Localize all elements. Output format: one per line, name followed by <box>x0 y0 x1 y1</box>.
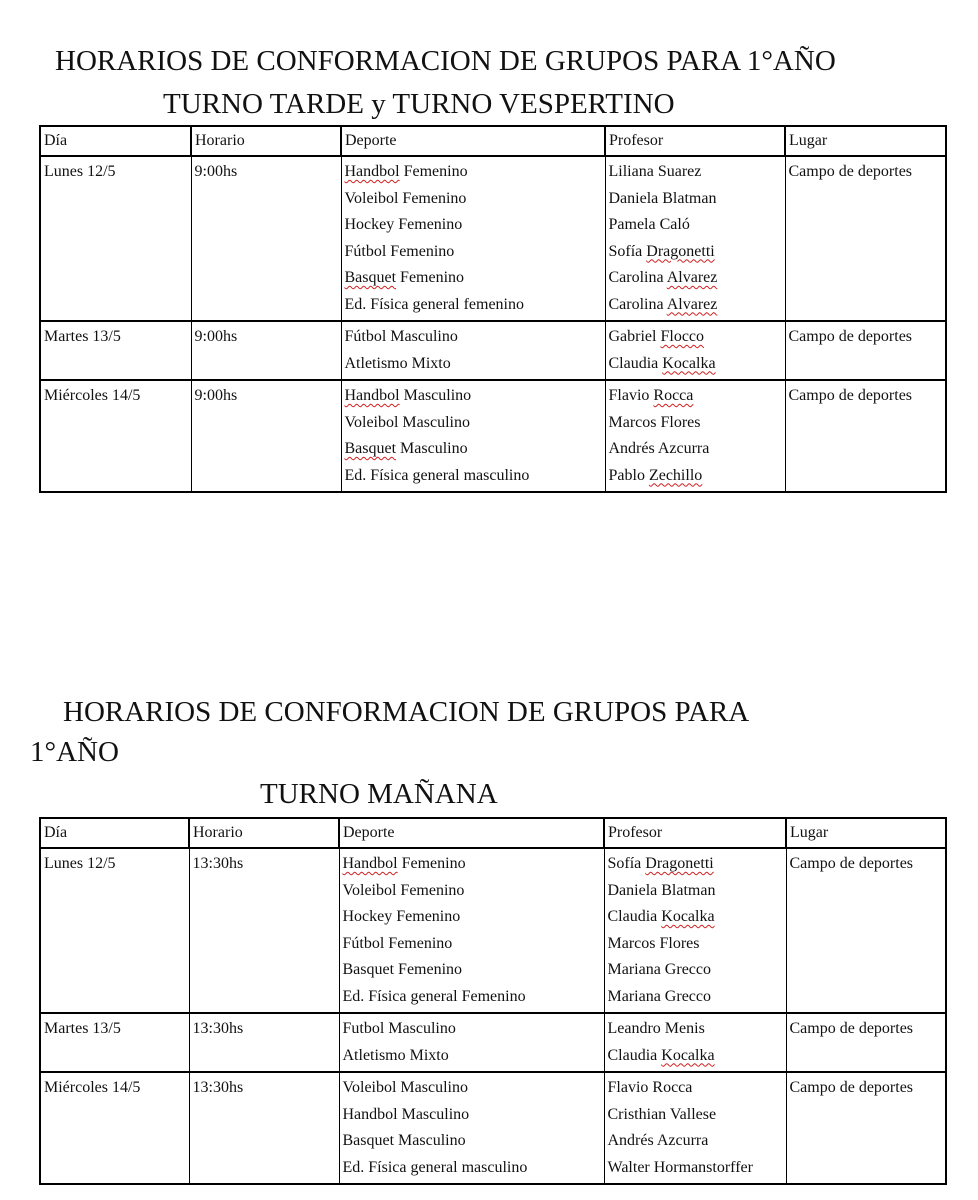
profesor-text: Carolina Alvarez <box>608 295 718 313</box>
profesor-text: Mariana Grecco <box>607 961 711 978</box>
dia-cell-text: Martes 13/5 <box>44 1020 121 1037</box>
profesor-text: Walter Hormanstorffer <box>607 1158 753 1176</box>
profesor-cell <box>604 1013 786 1072</box>
deporte-text: Handbol Masculino <box>342 1105 470 1123</box>
horario-cell <box>189 848 339 1013</box>
deporte-text: Basquet Masculino <box>344 440 468 457</box>
dia-cell-text: Lunes 12/5 <box>44 855 116 872</box>
horario-cell <box>189 1013 339 1072</box>
profesor-text: Liliana Suarez <box>608 163 702 180</box>
deporte-text: Ed. Física general Femenino <box>342 987 526 1005</box>
profesor-text: Andrés Azcurra <box>608 440 710 457</box>
deporte-text: Voleibol Masculino <box>342 1079 468 1096</box>
header-profesor: Profesor <box>604 818 786 848</box>
header-lugar: Lugar <box>785 126 946 156</box>
lugar-cell-text: Campo de deportes <box>788 328 913 345</box>
doc2-title-line2: 1°AÑO <box>30 736 119 768</box>
deporte-text: Ed. Física general masculino <box>342 1158 528 1176</box>
deporte-text: Handbol Femenino <box>342 855 466 872</box>
doc1-title-line2: TURNO TARDE y TURNO VESPERTINO <box>163 88 675 120</box>
lugar-cell-text: Campo de deportes <box>788 163 913 180</box>
doc2-title-line3: TURNO MAÑANA <box>260 778 498 810</box>
dia-cell <box>40 321 191 380</box>
profesor-text: Leandro Menis <box>607 1020 705 1037</box>
lugar-cell-text: Campo de deportes <box>789 1020 914 1037</box>
dia-cell-text: Martes 13/5 <box>44 328 121 345</box>
deporte-text: Futbol Masculino <box>342 1020 456 1037</box>
profesor-text: Marcos Flores <box>608 413 701 431</box>
lugar-cell <box>785 321 946 380</box>
header-horario: Horario <box>191 126 341 156</box>
deporte-text: Fútbol Femenino <box>344 242 455 260</box>
lugar-cell <box>786 1013 946 1072</box>
deporte-text: Handbol Masculino <box>344 387 472 404</box>
profesor-text: Daniela Blatman <box>607 881 716 899</box>
table-row <box>40 321 946 380</box>
header-lugar: Lugar <box>786 818 946 848</box>
profesor-text: Gabriel Flocco <box>608 328 705 345</box>
deporte-text: Fútbol Femenino <box>342 934 453 952</box>
lugar-cell <box>785 156 946 321</box>
profesor-text: Sofía Dragonetti <box>608 242 715 260</box>
horario-cell-text: 9:00hs <box>194 163 238 180</box>
deporte-cell <box>341 156 605 321</box>
horario-cell <box>191 380 341 492</box>
horario-cell <box>189 1072 339 1184</box>
horario-cell-text: 13:30hs <box>192 1020 244 1037</box>
lugar-cell-text: Campo de deportes <box>789 855 914 872</box>
profesor-cell <box>605 321 785 380</box>
lugar-cell <box>786 848 946 1013</box>
table-row <box>40 156 946 321</box>
deporte-cell <box>339 848 604 1013</box>
dia-cell <box>40 1013 189 1072</box>
table-row <box>40 1072 946 1184</box>
profesor-text: Flavio Rocca <box>607 1079 693 1096</box>
header-deporte: Deporte <box>339 818 604 848</box>
header-horario: Horario <box>189 818 339 848</box>
dia-cell <box>40 380 191 492</box>
profesor-text: Claudia Kocalka <box>608 354 716 372</box>
profesor-text: Claudia Kocalka <box>607 1046 715 1064</box>
profesor-cell <box>605 380 785 492</box>
horario-cell <box>191 156 341 321</box>
deporte-cell <box>339 1072 604 1184</box>
profesor-text: Daniela Blatman <box>608 189 717 207</box>
profesor-text: Pablo Zechillo <box>608 466 703 484</box>
lugar-cell <box>786 1072 946 1184</box>
header-dia: Día <box>40 818 189 848</box>
deporte-text: Basquet Masculino <box>342 1132 466 1149</box>
profesor-text: Mariana Grecco <box>607 987 711 1005</box>
profesor-text: Marcos Flores <box>607 934 700 952</box>
profesor-text: Andrés Azcurra <box>607 1132 709 1149</box>
profesor-text: Carolina Alvarez <box>608 269 718 286</box>
deporte-text: Atletismo Mixto <box>342 1046 449 1064</box>
deporte-text: Ed. Física general femenino <box>344 295 524 313</box>
profesor-cell <box>605 156 785 321</box>
doc2-schedule-table <box>39 817 947 1185</box>
deporte-text: Atletismo Mixto <box>344 354 451 372</box>
horario-cell-text: 13:30hs <box>192 855 244 872</box>
dia-cell-text: Lunes 12/5 <box>44 163 116 180</box>
deporte-cell <box>339 1013 604 1072</box>
dia-cell <box>40 156 191 321</box>
profesor-text: Sofía Dragonetti <box>607 855 714 872</box>
profesor-text: Flavio Rocca <box>608 387 694 404</box>
profesor-cell <box>604 1072 786 1184</box>
deporte-text: Basquet Femenino <box>342 961 463 978</box>
dia-cell-text: Miércoles 14/5 <box>44 1079 141 1096</box>
lugar-cell-text: Campo de deportes <box>789 1079 914 1096</box>
deporte-text: Voleibol Femenino <box>344 189 467 207</box>
table-row <box>40 848 946 1013</box>
deporte-text: Basquet Femenino <box>344 269 465 286</box>
header-dia: Día <box>40 126 191 156</box>
profesor-text: Claudia Kocalka <box>607 908 715 925</box>
dia-cell-text: Miércoles 14/5 <box>44 387 141 404</box>
deporte-cell <box>341 321 605 380</box>
dia-cell <box>40 848 189 1013</box>
lugar-cell-text: Campo de deportes <box>788 387 913 404</box>
horario-cell-text: 13:30hs <box>192 1079 244 1096</box>
deporte-text: Hockey Femenino <box>342 908 461 925</box>
header-profesor: Profesor <box>605 126 785 156</box>
doc1-title-line1: HORARIOS DE CONFORMACION DE GRUPOS PARA 1°AÑO <box>55 45 836 77</box>
doc1-schedule-table <box>39 125 947 493</box>
deporte-text: Hockey Femenino <box>344 216 463 233</box>
deporte-text: Voleibol Masculino <box>344 413 470 431</box>
horario-cell <box>191 321 341 380</box>
header-deporte: Deporte <box>341 126 605 156</box>
profesor-cell <box>604 848 786 1013</box>
profesor-text: Cristhian Vallese <box>607 1105 717 1123</box>
horario-cell-text: 9:00hs <box>194 387 238 404</box>
doc2-title-line1: HORARIOS DE CONFORMACION DE GRUPOS PARA <box>63 696 750 728</box>
profesor-text: Pamela Caló <box>608 216 690 233</box>
horario-cell-text: 9:00hs <box>194 328 238 345</box>
deporte-cell <box>341 380 605 492</box>
deporte-text: Fútbol Masculino <box>344 328 458 345</box>
dia-cell <box>40 1072 189 1184</box>
lugar-cell <box>785 380 946 492</box>
deporte-text: Ed. Física general masculino <box>344 466 530 484</box>
table-row <box>40 380 946 492</box>
deporte-text: Voleibol Femenino <box>342 881 465 899</box>
deporte-text: Handbol Femenino <box>344 163 468 180</box>
table-row <box>40 1013 946 1072</box>
